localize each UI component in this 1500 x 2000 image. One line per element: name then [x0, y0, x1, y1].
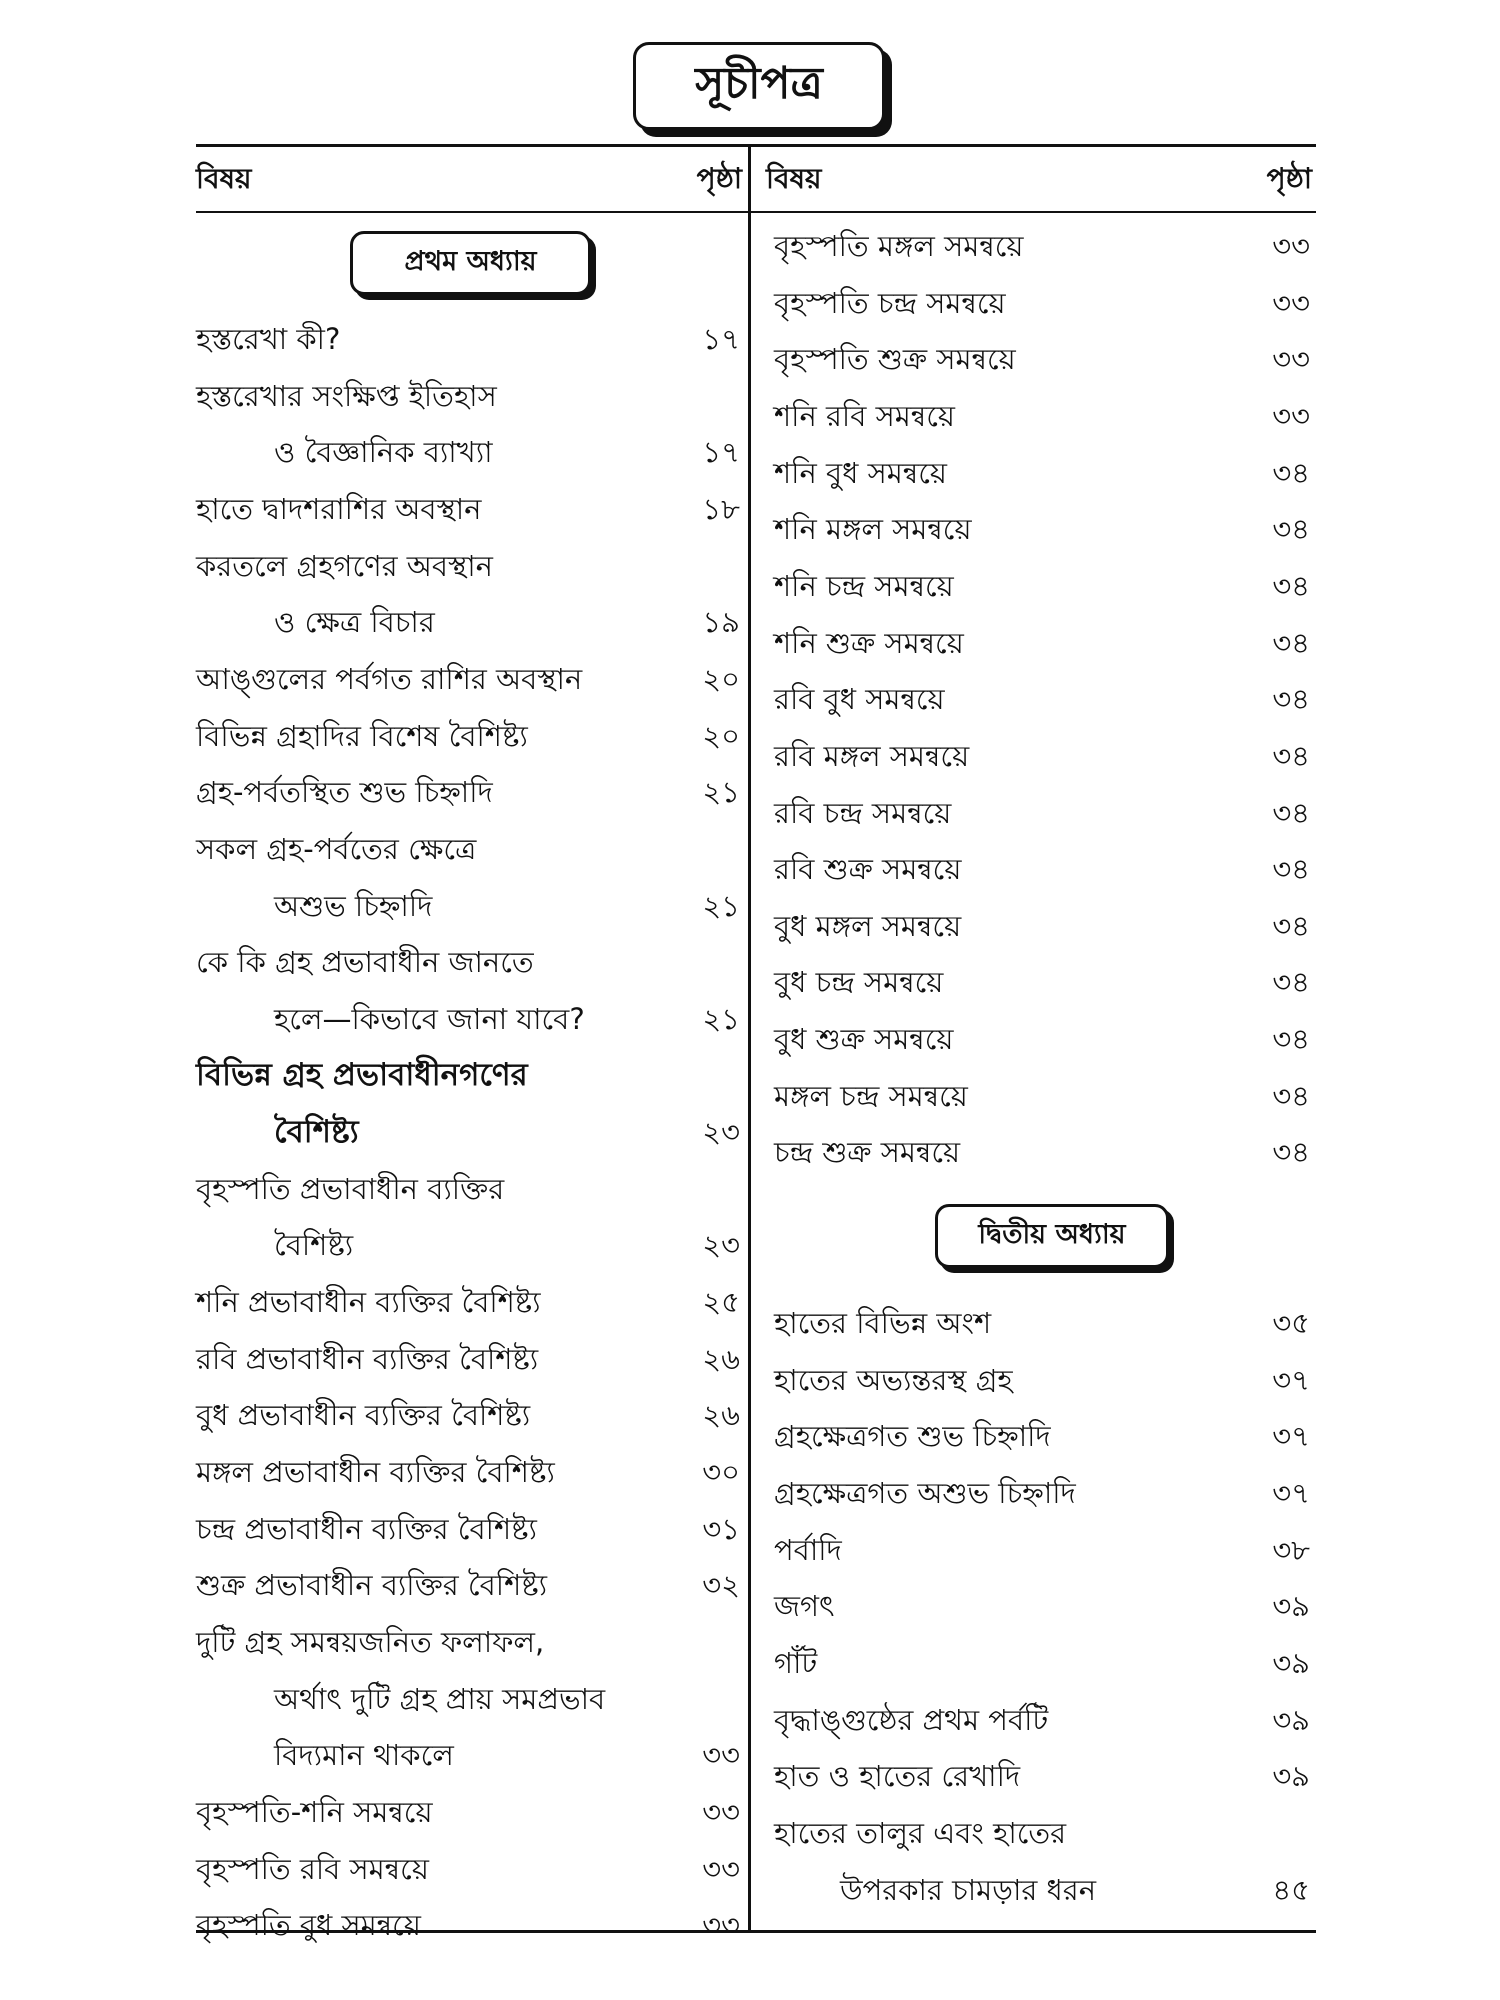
left-entry-page: ৩১: [702, 1511, 740, 1546]
left-entry-page: [660, 1163, 740, 1219]
left-entry-text: কে কি গ্রহ প্রভাবাধীন জানতে: [196, 944, 534, 979]
right-entry-text: বৃহস্পতি শুক্র সমন্বয়ে: [774, 341, 1016, 376]
right-entry-text: চন্দ্র শুক্র সমন্বয়ে: [774, 1134, 961, 1169]
left-entry-text: গ্রহ-পর্বতস্থিত শুভ চিহ্নাদি: [196, 774, 493, 809]
left-entry-page: ২০: [702, 718, 740, 753]
left-entry-page: ২১: [702, 774, 740, 809]
left-entry-text: বিভিন্ন গ্রহ প্রভাবাধীনগণের: [196, 1057, 528, 1093]
left-entry-page: ৩৩: [702, 1851, 740, 1886]
left-page-header: পৃষ্ঠা: [696, 161, 742, 195]
right-entry-page: ৪৫: [1272, 1872, 1310, 1907]
chapter-2-heading: দ্বিতীয় অধ্যায়: [935, 1204, 1169, 1268]
left-entry-text: বিভিন্ন গ্রহাদির বিশেষ বৈশিষ্ট্য: [196, 718, 528, 753]
left-entry-text: আঙ্গুলের পর্বগত রাশির অবস্থান: [196, 661, 583, 696]
right-entry-page: ৩৯: [1272, 1702, 1310, 1737]
right-entry-text: রবি মঙ্গল সমন্বয়ে: [774, 738, 970, 773]
right-entry-text: শনি চন্দ্র সমন্বয়ে: [774, 568, 954, 603]
left-subject-header: বিষয়: [196, 161, 252, 195]
right-entry-page: ৩৪: [1272, 738, 1310, 773]
left-entry-page: ৩৩: [702, 1907, 740, 1942]
left-entry-text: বৈশিষ্ট্য: [274, 1114, 359, 1150]
left-entry-page: ২৬: [702, 1341, 740, 1376]
left-entry-page: ৩২: [702, 1567, 740, 1602]
right-entry-page: ৩৯: [1272, 1645, 1310, 1680]
left-entry-page: ২১: [702, 1001, 740, 1036]
right-entry-text: পর্বাদি: [774, 1532, 842, 1567]
left-entry-page: ২৩: [702, 1227, 740, 1262]
left-entry-text: চন্দ্র প্রভাবাধীন ব্যক্তির বৈশিষ্ট্য: [196, 1511, 537, 1546]
left-entry-text: অশুভ চিহ্নাদি: [274, 888, 433, 923]
left-entry-page: ২০: [702, 661, 740, 696]
right-entry-text: বৃদ্ধাঙ্গুষ্ঠের প্রথম পর্বটি: [774, 1702, 1049, 1737]
right-entry-page: ৩৯: [1272, 1588, 1310, 1623]
header-rule: [196, 211, 1316, 213]
left-entry-page: [660, 1049, 740, 1105]
left-entry-text: বৃহস্পতি বুধ সমন্বয়ে: [196, 1907, 421, 1942]
left-entry-text: শুক্র প্রভাবাধীন ব্যক্তির বৈশিষ্ট্য: [196, 1567, 548, 1602]
right-entry-page: ৩৪: [1272, 795, 1310, 830]
left-entry-text: বৃহস্পতি-শনি সমন্বয়ে: [196, 1794, 433, 1829]
right-entry-page: [1220, 1807, 1310, 1863]
chapter-1-heading: প্রথম অধ্যায়: [350, 231, 591, 295]
right-entry-text: বৃহস্পতি চন্দ্র সমন্বয়ে: [774, 285, 1006, 320]
right-entry-page: ৩৪: [1272, 1078, 1310, 1113]
left-entry-page: ২৬: [702, 1397, 740, 1432]
right-entry-page: ৩৪: [1272, 455, 1310, 490]
column-divider: [748, 144, 751, 1930]
left-entry-page: ৩০: [702, 1454, 740, 1489]
right-entry-text: বুধ চন্দ্র সমন্বয়ে: [774, 964, 944, 999]
right-entry-page: ৩৭: [1272, 1362, 1310, 1397]
top-rule: [196, 144, 1316, 147]
left-entry-text: বৃহস্পতি রবি সমন্বয়ে: [196, 1851, 429, 1886]
left-entry-text: হলে—কিভাবে জানা যাবে?: [274, 1001, 585, 1036]
left-entry-page: ২৩: [702, 1114, 740, 1149]
right-entry-page: ৩৩: [1272, 341, 1310, 376]
left-entry-text: বৃহস্পতি প্রভাবাধীন ব্যক্তির: [196, 1171, 505, 1206]
left-entry-page: [660, 936, 740, 992]
right-entry-page: ৩৪: [1272, 568, 1310, 603]
left-entry-text: ও ক্ষেত্র বিচার: [274, 604, 435, 639]
right-entry-page: ৩৩: [1272, 228, 1310, 263]
right-entry-text: শনি শুক্র সমন্বয়ে: [774, 625, 964, 660]
left-entry-text: শনি প্রভাবাধীন ব্যক্তির বৈশিষ্ট্য: [196, 1284, 541, 1319]
right-entry-text: শনি রবি সমন্বয়ে: [774, 398, 955, 433]
right-entry-text: জগৎ: [774, 1588, 835, 1623]
left-entry-page: ১৭: [702, 321, 740, 356]
right-entry-text: হাতের বিভিন্ন অংশ: [774, 1305, 992, 1340]
left-entry-page: ২১: [702, 888, 740, 923]
right-entry-page: ৩৪: [1272, 625, 1310, 660]
left-entry-page: [660, 1616, 740, 1672]
right-entry-page: ৩৪: [1272, 1134, 1310, 1169]
left-entry-page: [660, 540, 740, 596]
right-entry-text: রবি বুধ সমন্বয়ে: [774, 681, 945, 716]
right-entry-text: বুধ মঙ্গল সমন্বয়ে: [774, 908, 962, 943]
left-entry-text: ও বৈজ্ঞানিক ব্যাখ্যা: [274, 434, 493, 469]
right-entry-text: গাঁট: [774, 1645, 818, 1680]
right-entry-text: শনি বুধ সমন্বয়ে: [774, 455, 947, 490]
left-entry-text: দুটি গ্রহ সমন্বয়জনিত ফলাফল,: [196, 1624, 545, 1659]
right-entry-text: হাতের তালুর এবং হাতের: [774, 1815, 1067, 1850]
left-entry-page: [660, 823, 740, 879]
right-entry-text: রবি চন্দ্র সমন্বয়ে: [774, 795, 952, 830]
right-entry-page: ৩৪: [1272, 1021, 1310, 1056]
right-entry-page: ৩৩: [1272, 398, 1310, 433]
left-entry-page: ১৮: [702, 491, 740, 526]
left-entry-text: হাতে দ্বাদশরাশির অবস্থান: [196, 491, 482, 526]
right-entry-text: রবি শুক্র সমন্বয়ে: [774, 851, 962, 886]
left-entry-text: হস্তরেখার সংক্ষিপ্ত ইতিহাস: [196, 378, 497, 413]
left-entry-page: ৩৩: [702, 1737, 740, 1772]
right-entry-text: হাত ও হাতের রেখাদি: [774, 1758, 1021, 1793]
left-entry-text: হস্তরেখা কী?: [196, 321, 341, 356]
right-page-header: পৃষ্ঠা: [1266, 161, 1312, 195]
page-title: সূচীপত্র: [633, 42, 885, 130]
right-entry-text: গ্রহক্ষেত্রগত শুভ চিহ্নাদি: [774, 1418, 1051, 1453]
right-entry-page: ৩৪: [1272, 851, 1310, 886]
right-entry-page: ৩৫: [1272, 1305, 1310, 1340]
right-entry-text: বৃহস্পতি মঙ্গল সমন্বয়ে: [774, 228, 1024, 263]
right-entry-page: ৩৭: [1272, 1475, 1310, 1510]
left-entry-text: মঙ্গল প্রভাবাধীন ব্যক্তির বৈশিষ্ট্য: [196, 1454, 555, 1489]
right-entry-page: ৩৮: [1272, 1532, 1310, 1567]
left-entry-page: [660, 370, 740, 426]
left-entry-page: [660, 1673, 740, 1729]
left-entry-page: ৩৩: [702, 1794, 740, 1829]
left-entry-text: রবি প্রভাবাধীন ব্যক্তির বৈশিষ্ট্য: [196, 1341, 539, 1376]
left-entry-text: বিদ্যমান থাকলে: [274, 1737, 454, 1772]
left-entry-text: বৈশিষ্ট্য: [274, 1227, 354, 1262]
right-entry-page: ৩৭: [1272, 1418, 1310, 1453]
left-entry-text: বুধ প্রভাবাধীন ব্যক্তির বৈশিষ্ট্য: [196, 1397, 531, 1432]
right-entry-text: হাতের অভ্যন্তরস্থ গ্রহ: [774, 1362, 1013, 1397]
right-entry-page: ৩৪: [1272, 681, 1310, 716]
right-entry-text: শনি মঙ্গল সমন্বয়ে: [774, 511, 972, 546]
right-entry-page: ৩৯: [1272, 1758, 1310, 1793]
right-entry-text: উপরকার চামড়ার ধরন: [840, 1872, 1097, 1907]
right-entry-text: গ্রহক্ষেত্রগত অশুভ চিহ্নাদি: [774, 1475, 1076, 1510]
left-entry-page: ১৭: [702, 434, 740, 469]
left-entry-page: ১৯: [702, 604, 740, 639]
right-subject-header: বিষয়: [766, 161, 822, 195]
left-entry-page: ২৫: [702, 1284, 740, 1319]
right-entry-page: ৩৪: [1272, 964, 1310, 999]
left-entry-text: করতলে গ্রহগণের অবস্থান: [196, 548, 493, 583]
right-entry-page: ৩৪: [1272, 908, 1310, 943]
right-entry-text: বুধ শুক্র সমন্বয়ে: [774, 1021, 954, 1056]
right-entry-text: মঙ্গল চন্দ্র সমন্বয়ে: [774, 1078, 968, 1113]
left-entry-text: অর্থাৎ দুটি গ্রহ প্রায় সমপ্রভাব: [274, 1681, 606, 1716]
right-entry-page: ৩৩: [1272, 285, 1310, 320]
right-entry-page: ৩৪: [1272, 511, 1310, 546]
left-entry-text: সকল গ্রহ-পর্বতের ক্ষেত্রে: [196, 831, 477, 866]
